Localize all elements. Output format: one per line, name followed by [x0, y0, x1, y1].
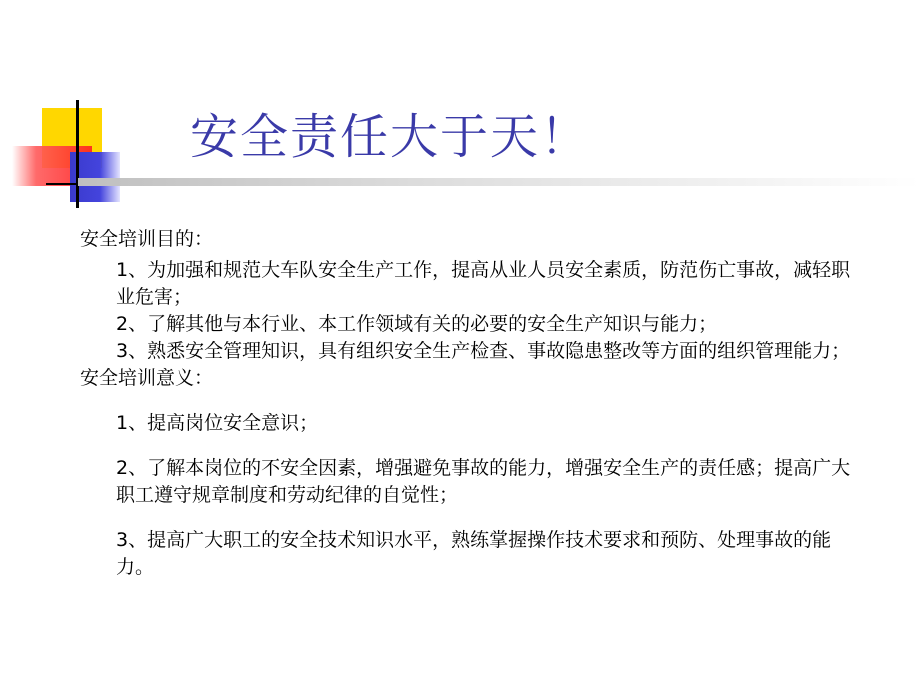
- list-item: 1、提高岗位安全意识；: [116, 412, 319, 434]
- section-heading-purpose: 安全培训目的：: [80, 228, 214, 250]
- slide-title: 安全责任大于天！: [190, 109, 591, 165]
- section-heading-significance: 安全培训意义：: [80, 367, 214, 389]
- list-item: 2、了解其他与本行业、本工作领域有关的必要的安全生产知识与能力；: [116, 313, 718, 335]
- list-item: 1、为加强和规范大车队安全生产工作，提高从业人员安全素质，防范伤亡事故，减轻职业危害；: [116, 259, 851, 308]
- list-item: 3、熟悉安全管理知识，具有组织安全生产检查、事故隐患整改等方面的组织管理能力；: [116, 340, 851, 362]
- list-item: 3、提高广大职工的安全技术知识水平，熟练掌握操作技术要求和预防、处理事故的能力。: [116, 529, 832, 578]
- list-item: 2、了解本岗位的不安全因素，增强避免事故的能力，增强安全生产的责任感；提高广大职工遵守规章制度和劳动纪律的自觉性；: [116, 457, 851, 506]
- logo-vertical-line: [76, 100, 79, 208]
- slide-body: [80, 226, 860, 581]
- title-divider: [78, 178, 920, 186]
